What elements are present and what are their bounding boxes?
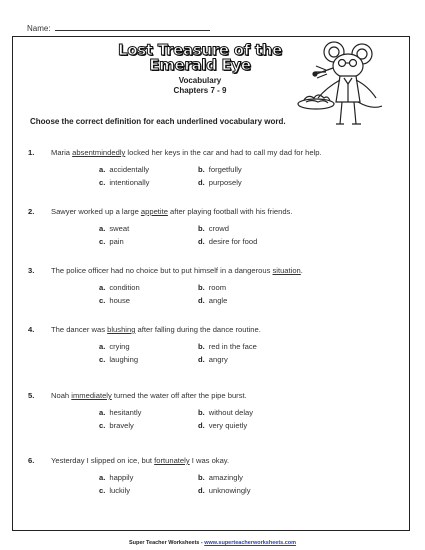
option-letter: c. xyxy=(99,237,106,246)
footer-brand: Super Teacher Worksheets xyxy=(128,540,200,546)
option-letter: b. xyxy=(198,224,205,233)
question-sentence xyxy=(51,456,229,465)
sentence-after: turned the water off after the pipe burst. xyxy=(111,391,247,400)
sentence-before: Yesterday I slipped on ice, but xyxy=(51,456,155,465)
answer-option[interactable] xyxy=(99,237,124,246)
sentence-before: The police officer had no choice but to put himself in a dangerous xyxy=(51,266,273,275)
sentence-before: The dancer was xyxy=(51,325,108,334)
answer-option[interactable] xyxy=(198,224,229,233)
name-field[interactable] xyxy=(27,23,210,33)
answer-option[interactable] xyxy=(198,355,228,364)
option-text: red in the face xyxy=(208,342,257,351)
option-letter: c. xyxy=(99,296,106,305)
answer-option[interactable] xyxy=(198,486,251,495)
sentence-after: after playing football with his friends. xyxy=(167,207,293,216)
option-text: house xyxy=(109,296,131,305)
answer-option[interactable] xyxy=(99,473,133,482)
option-letter: b. xyxy=(198,165,205,174)
answer-option[interactable] xyxy=(198,408,253,417)
option-letter: a. xyxy=(99,283,106,292)
answer-option[interactable] xyxy=(198,421,247,430)
option-text: luckily xyxy=(109,486,131,495)
title-line-2: Emerald Eye xyxy=(149,56,251,74)
answer-option[interactable] xyxy=(99,408,141,417)
sentence-before: Noah xyxy=(51,391,72,400)
option-letter: a. xyxy=(99,342,106,351)
option-text: angle xyxy=(208,296,228,305)
sentence-after: I was okay. xyxy=(189,456,230,465)
answer-option[interactable] xyxy=(99,165,149,174)
answer-option[interactable] xyxy=(99,421,134,430)
option-text: crying xyxy=(109,342,130,351)
instructions: Choose the correct definition for each underlined vocabulary word. xyxy=(30,117,286,126)
answer-option[interactable] xyxy=(198,165,242,174)
sentence-before: Sawyer worked up a large xyxy=(51,207,141,216)
mouse-waiter-illustration xyxy=(296,40,388,128)
subtitle-vocabulary: Vocabulary xyxy=(178,76,222,85)
option-letter: a. xyxy=(99,408,106,417)
footer-separator: - xyxy=(199,540,205,546)
vocabulary-word: blushing xyxy=(107,325,136,334)
question-sentence xyxy=(51,148,322,157)
question-number: 6. xyxy=(28,456,35,465)
question-number: 5. xyxy=(28,391,35,400)
answer-option[interactable] xyxy=(99,178,149,187)
option-letter: a. xyxy=(99,473,106,482)
sentence-after: . xyxy=(300,266,303,275)
answer-option[interactable] xyxy=(99,486,130,495)
option-letter: c. xyxy=(99,421,106,430)
vocabulary-word: situation xyxy=(272,266,301,275)
option-letter: c. xyxy=(99,178,106,187)
vocabulary-word: fortunately xyxy=(154,456,190,465)
option-letter: d. xyxy=(198,421,205,430)
option-text: crowd xyxy=(208,224,230,233)
option-letter: d. xyxy=(198,486,205,495)
option-letter: b. xyxy=(198,473,205,482)
footer xyxy=(0,540,425,546)
sentence-after: locked her keys in the car and had to call my dad for help. xyxy=(125,148,322,157)
option-text: angry xyxy=(208,355,228,364)
answer-option[interactable] xyxy=(99,355,138,364)
vocabulary-word: immediately xyxy=(71,391,112,400)
option-letter: b. xyxy=(198,283,205,292)
option-text: desire for food xyxy=(208,237,258,246)
option-text: happily xyxy=(109,473,134,482)
question-sentence xyxy=(51,391,247,400)
answer-option[interactable] xyxy=(198,178,242,187)
vocabulary-word: absentmindedly xyxy=(72,148,126,157)
option-letter: c. xyxy=(99,486,106,495)
question-sentence xyxy=(51,207,292,216)
option-text: unknowingly xyxy=(208,486,251,495)
name-blank-line[interactable] xyxy=(55,23,210,31)
option-letter: d. xyxy=(198,355,205,364)
option-text: sweat xyxy=(109,224,130,233)
answer-option[interactable] xyxy=(198,283,226,292)
answer-option[interactable] xyxy=(99,283,140,292)
answer-option[interactable] xyxy=(198,342,257,351)
question-sentence xyxy=(51,266,303,275)
answer-option[interactable] xyxy=(99,224,129,233)
option-text: purposely xyxy=(208,178,242,187)
option-text: intentionally xyxy=(109,178,150,187)
option-letter: d. xyxy=(198,296,205,305)
option-letter: d. xyxy=(198,178,205,187)
option-text: amazingly xyxy=(208,473,243,482)
option-text: accidentally xyxy=(109,165,150,174)
option-text: bravely xyxy=(109,421,134,430)
question-number: 2. xyxy=(28,207,35,216)
answer-option[interactable] xyxy=(99,342,130,351)
option-text: room xyxy=(208,283,227,292)
answer-option[interactable] xyxy=(198,473,243,482)
option-letter: b. xyxy=(198,408,205,417)
footer-link[interactable]: www.superteacherworksheets.com xyxy=(204,540,297,546)
question-number: 3. xyxy=(28,266,35,275)
option-text: laughing xyxy=(109,355,139,364)
name-label: Name: xyxy=(27,24,51,33)
question-number: 1. xyxy=(28,148,35,157)
option-text: without delay xyxy=(208,408,254,417)
sentence-after: after falling during the dance routine. xyxy=(135,325,261,334)
question-sentence xyxy=(51,325,261,334)
answer-option[interactable] xyxy=(198,237,257,246)
option-letter: a. xyxy=(99,224,106,233)
option-text: very quietly xyxy=(208,421,248,430)
option-letter: a. xyxy=(99,165,106,174)
option-text: condition xyxy=(109,283,140,292)
answer-option[interactable] xyxy=(99,296,130,305)
title-line-1: Lost Treasure of the xyxy=(118,41,282,59)
option-text: forgetfully xyxy=(208,165,242,174)
option-letter: d. xyxy=(198,237,205,246)
question-number: 4. xyxy=(28,325,35,334)
option-text: hesitantly xyxy=(109,408,142,417)
subtitle-chapters: Chapters 7 - 9 xyxy=(173,86,227,95)
worksheet-title xyxy=(80,43,320,73)
option-text: pain xyxy=(109,237,124,246)
option-letter: b. xyxy=(198,342,205,351)
option-letter: c. xyxy=(99,355,106,364)
vocabulary-word: appetite xyxy=(140,207,168,216)
sentence-before: Maria xyxy=(51,148,73,157)
answer-option[interactable] xyxy=(198,296,227,305)
